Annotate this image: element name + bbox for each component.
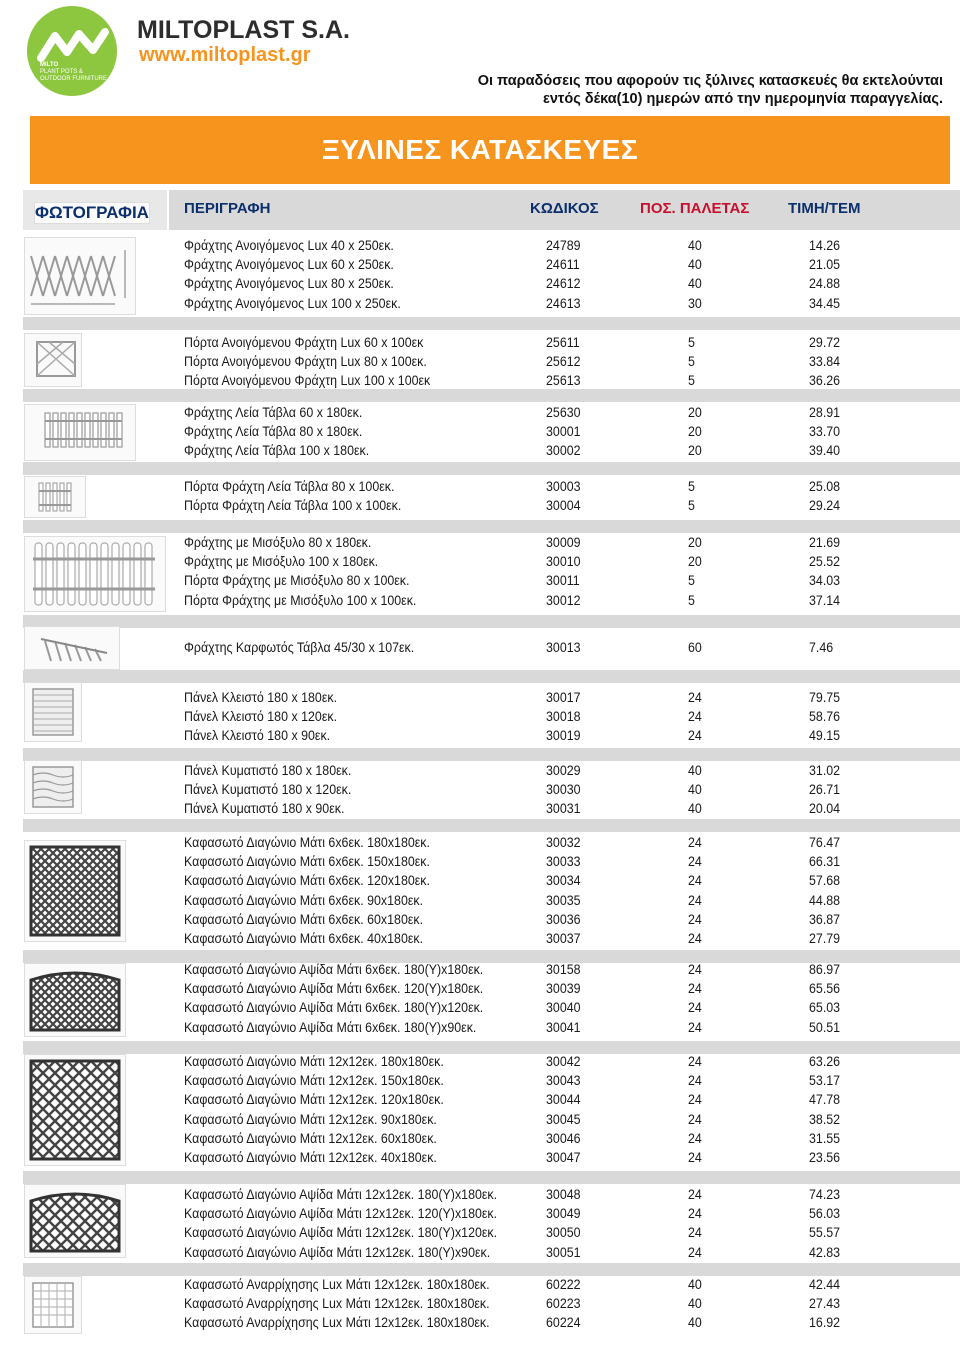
cell-qty: 24 bbox=[688, 728, 702, 744]
cell-description: Φράχτης Ανοιγόμενος Lux 40 x 250εκ. bbox=[184, 238, 394, 253]
cell-description: Πόρτα Φράχτης με Μισόξυλο 100 x 100εκ. bbox=[184, 592, 417, 608]
group-separator bbox=[23, 1171, 960, 1184]
cell-code: 30029 bbox=[546, 763, 581, 778]
cell-description: Καφασωτό Διαγώνιο Αψίδα Μάτι 12x12εκ. 180(Y)x180εκ. bbox=[184, 1187, 498, 1202]
cell-description: Καφασωτό Διαγώνιο Αψίδα Μάτι 6x6εκ. 120(Y)x180εκ. bbox=[184, 981, 484, 997]
cell-qty: 20 bbox=[688, 554, 702, 570]
cell-code: 30033 bbox=[546, 854, 581, 870]
cell-description: Καφασωτό Διαγώνιο Μάτι 12x12εκ. 90x180εκ. bbox=[184, 1111, 437, 1127]
cell-qty: 24 bbox=[688, 835, 702, 850]
cell-code: 30003 bbox=[546, 479, 581, 494]
cell-qty: 24 bbox=[688, 1092, 702, 1108]
cell-code: 30043 bbox=[546, 1073, 581, 1089]
cell-description: Φράχτης Λεία Τάβλα 60 x 180εκ. bbox=[184, 405, 363, 420]
column-header-price: ΤΙΜΗ/ΤΕΜ bbox=[788, 200, 861, 217]
cell-qty: 24 bbox=[688, 1019, 702, 1035]
cell-description: Καφασωτό Διαγώνιο Αψίδα Μάτι 6x6εκ. 180(Y)x180εκ. bbox=[184, 962, 484, 977]
cell-description: Πάνελ Κλειστό 180 x 90εκ. bbox=[184, 728, 331, 744]
cell-description: Πάνελ Κυματιστό 180 x 120εκ. bbox=[184, 782, 352, 798]
company-website[interactable]: www.miltoplast.gr bbox=[139, 44, 311, 66]
cell-description: Πάνελ Κυματιστό 180 x 90εκ. bbox=[184, 801, 345, 817]
cell-price: 65.03 bbox=[809, 1000, 841, 1016]
cell-qty: 5 bbox=[688, 373, 695, 389]
logo-text-line: OUTDOOR FURNITURE bbox=[40, 76, 107, 82]
cell-price: 58.76 bbox=[809, 709, 841, 725]
cell-price: 33.84 bbox=[809, 354, 841, 370]
column-header-photo: ΦΩΤΟΓΡΑΦΙΑ bbox=[35, 203, 149, 222]
cell-price: 27.79 bbox=[809, 931, 841, 946]
cell-qty: 24 bbox=[688, 1244, 702, 1260]
cell-description: Πάνελ Κλειστό 180 x 180εκ. bbox=[184, 690, 338, 705]
product-photo-wavy-panel bbox=[24, 760, 82, 814]
cell-price: 42.44 bbox=[809, 1277, 841, 1292]
cell-code: 25611 bbox=[546, 335, 580, 350]
cell-price: 25.08 bbox=[809, 479, 841, 494]
cell-description: Καφασωτό Διαγώνιο Αψίδα Μάτι 12x12εκ. 120(Y)x180εκ. bbox=[184, 1206, 498, 1222]
cell-description: Καφασωτό Διαγώνιο Αψίδα Μάτι 12x12εκ. 180(Y)x90εκ. bbox=[184, 1244, 491, 1260]
column-header-code: ΚΩΔΙΚΟΣ bbox=[530, 200, 599, 217]
cell-qty: 20 bbox=[688, 535, 702, 550]
cell-code: 30017 bbox=[546, 690, 581, 705]
cell-description: Πόρτα Φράχτη Λεία Τάβλα 80 x 100εκ. bbox=[184, 479, 395, 494]
cell-price: 39.40 bbox=[809, 443, 841, 459]
cell-description: Καφασωτό Διαγώνιο Μάτι 6x6εκ. 150x180εκ. bbox=[184, 854, 430, 870]
product-photo-smooth-board-fence bbox=[24, 404, 136, 461]
cell-description: Καφασωτό Διαγώνιο Μάτι 12x12εκ. 150x180εκ. bbox=[184, 1073, 444, 1089]
cell-price: 66.31 bbox=[809, 854, 841, 870]
cell-description: Καφασωτό Διαγώνιο Μάτι 6x6εκ. 180x180εκ. bbox=[184, 835, 430, 850]
cell-price: 20.04 bbox=[809, 801, 841, 817]
cell-price: 25.52 bbox=[809, 554, 841, 570]
cell-code: 30031 bbox=[546, 801, 581, 817]
product-photo-expanding-fence bbox=[24, 237, 136, 315]
cell-code: 30045 bbox=[546, 1111, 581, 1127]
cell-code: 30037 bbox=[546, 931, 581, 946]
product-photo-climbing-trellis bbox=[24, 1276, 82, 1334]
group-separator bbox=[23, 615, 960, 628]
cell-price: 53.17 bbox=[809, 1073, 841, 1089]
group-separator bbox=[23, 520, 960, 533]
cell-qty: 24 bbox=[688, 1206, 702, 1222]
cell-description: Πάνελ Κυματιστό 180 x 180εκ. bbox=[184, 763, 352, 778]
notice-line: Οι παραδόσεις που αφορούν τις ξύλινες κατασκευές θα εκτελούνται bbox=[477, 73, 943, 89]
cell-code: 60223 bbox=[546, 1296, 581, 1312]
cell-qty: 24 bbox=[688, 892, 702, 908]
cell-description: Καφασωτό Διαγώνιο Μάτι 6x6εκ. 90x180εκ. bbox=[184, 892, 424, 908]
cell-price: 16.92 bbox=[809, 1315, 841, 1331]
notice-line: εντός δέκα(10) ημερών από την ημερομηνία παραγγελίας. bbox=[542, 91, 943, 107]
cell-code: 24613 bbox=[546, 295, 581, 311]
cell-qty: 24 bbox=[688, 962, 702, 977]
cell-price: 7.46 bbox=[809, 640, 834, 655]
cell-description: Καφασωτό Διαγώνιο Μάτι 12x12εκ. 120x180εκ. bbox=[184, 1092, 444, 1108]
cell-price: 31.55 bbox=[809, 1130, 841, 1146]
cell-description: Φράχτης με Μισόξυλο 80 x 180εκ. bbox=[184, 535, 372, 550]
cell-code: 30047 bbox=[546, 1150, 581, 1165]
cell-qty: 24 bbox=[688, 1130, 702, 1146]
cell-code: 30035 bbox=[546, 892, 581, 908]
cell-description: Φράχτης Λεία Τάβλα 100 x 180εκ. bbox=[184, 443, 370, 459]
cell-description: Φράχτης Καρφωτός Τάβλα 45/30 x 107εκ. bbox=[184, 640, 415, 655]
cell-price: 79.75 bbox=[809, 690, 841, 705]
cell-qty: 5 bbox=[688, 592, 695, 608]
cell-price: 29.24 bbox=[809, 498, 841, 514]
cell-code: 30030 bbox=[546, 782, 581, 798]
logo-text-line: PLANT POTS & bbox=[40, 69, 83, 75]
cell-qty: 24 bbox=[688, 709, 702, 725]
cell-price: 36.87 bbox=[809, 911, 841, 927]
cell-qty: 40 bbox=[688, 1277, 702, 1292]
cell-price: 29.72 bbox=[809, 335, 841, 350]
cell-price: 33.70 bbox=[809, 424, 841, 440]
cell-qty: 24 bbox=[688, 690, 702, 705]
cell-code: 30049 bbox=[546, 1206, 581, 1222]
product-photo-expanding-gate bbox=[24, 333, 82, 387]
cell-qty: 40 bbox=[688, 257, 702, 273]
cell-description: Καφασωτό Διαγώνιο Μάτι 12x12εκ. 180x180εκ. bbox=[184, 1054, 444, 1069]
cell-qty: 24 bbox=[688, 1054, 702, 1069]
company-logo bbox=[27, 6, 117, 96]
page-title: ΞΥΛΙΝΕΣ ΚΑΤΑΣΚΕΥΕΣ bbox=[321, 134, 639, 165]
column-header-qty: ΠΟΣ. ΠΑΛΕΤΑΣ bbox=[640, 200, 750, 217]
cell-description: Φράχτης Ανοιγόμενος Lux 80 x 250εκ. bbox=[184, 276, 394, 292]
cell-code: 30042 bbox=[546, 1054, 581, 1069]
cell-code: 30041 bbox=[546, 1019, 581, 1035]
cell-description: Καφασωτό Διαγώνιο Μάτι 12x12εκ. 60x180εκ. bbox=[184, 1130, 437, 1146]
cell-price: 55.57 bbox=[809, 1225, 841, 1241]
cell-description: Καφασωτό Διαγώνιο Αψίδα Μάτι 6x6εκ. 180(Y)x120εκ. bbox=[184, 1000, 484, 1016]
product-photo-arched-trellis-12x12 bbox=[24, 1184, 126, 1258]
delivery-notice bbox=[478, 72, 943, 108]
cell-price: 57.68 bbox=[809, 873, 841, 889]
cell-description: Καφασωτό Διαγώνιο Μάτι 6x6εκ. 40x180εκ. bbox=[184, 931, 424, 946]
cell-code: 30013 bbox=[546, 640, 581, 655]
cell-price: 47.78 bbox=[809, 1092, 841, 1108]
cell-qty: 24 bbox=[688, 911, 702, 927]
cell-code: 30039 bbox=[546, 981, 581, 997]
cell-code: 30034 bbox=[546, 873, 581, 889]
cell-code: 30010 bbox=[546, 554, 581, 570]
group-separator bbox=[23, 389, 960, 402]
group-separator bbox=[23, 317, 960, 330]
cell-price: 76.47 bbox=[809, 835, 841, 850]
cell-description: Πόρτα Ανοιγόμενου Φράχτη Lux 80 x 100εκ. bbox=[184, 354, 427, 370]
product-photo-closed-panel bbox=[24, 682, 82, 742]
cell-code: 30040 bbox=[546, 1000, 581, 1016]
cell-qty: 5 bbox=[688, 335, 695, 350]
cell-qty: 24 bbox=[688, 1187, 702, 1202]
cell-qty: 40 bbox=[688, 801, 702, 817]
cell-code: 30012 bbox=[546, 592, 581, 608]
cell-price: 49.15 bbox=[809, 728, 841, 744]
cell-description: Καφασωτό Διαγώνιο Αψίδα Μάτι 6x6εκ. 180(Y)x90εκ. bbox=[184, 1019, 477, 1035]
cell-description: Καφασωτό Διαγώνιο Μάτι 6x6εκ. 120x180εκ. bbox=[184, 873, 430, 889]
cell-qty: 24 bbox=[688, 1111, 702, 1127]
cell-code: 25613 bbox=[546, 373, 581, 389]
cell-qty: 40 bbox=[688, 763, 702, 778]
cell-price: 26.71 bbox=[809, 782, 841, 798]
cell-price: 21.05 bbox=[809, 257, 841, 273]
cell-qty: 24 bbox=[688, 931, 702, 946]
product-photo-diagonal-trellis-6x6 bbox=[24, 840, 126, 942]
cell-code: 30032 bbox=[546, 835, 581, 850]
cell-description: Πόρτα Φράχτη Λεία Τάβλα 100 x 100εκ. bbox=[184, 498, 402, 514]
cell-code: 30158 bbox=[546, 962, 581, 977]
group-separator bbox=[23, 748, 960, 761]
cell-code: 25612 bbox=[546, 354, 581, 370]
cell-price: 34.03 bbox=[809, 573, 841, 589]
group-separator bbox=[23, 670, 960, 683]
cell-code: 30019 bbox=[546, 728, 581, 744]
cell-qty: 24 bbox=[688, 981, 702, 997]
company-name: MILTOPLAST S.A. bbox=[137, 16, 350, 44]
cell-code: 24611 bbox=[546, 257, 580, 273]
cell-description: Καφασωτό Αναρρίχησης Lux Μάτι 12x12εκ. 180x180εκ. bbox=[184, 1296, 490, 1312]
cell-code: 30011 bbox=[546, 573, 580, 589]
cell-description: Πόρτα Ανοιγόμενου Φράχτη Lux 60 x 100εκ bbox=[184, 335, 424, 350]
cell-code: 30044 bbox=[546, 1092, 581, 1108]
cell-price: 38.52 bbox=[809, 1111, 841, 1127]
cell-qty: 20 bbox=[688, 424, 702, 440]
product-photo-nailed-board-fence bbox=[24, 626, 120, 670]
cell-qty: 60 bbox=[688, 640, 702, 655]
cell-qty: 30 bbox=[688, 295, 702, 311]
cell-price: 27.43 bbox=[809, 1296, 841, 1312]
cell-description: Φράχτης με Μισόξυλο 100 x 180εκ. bbox=[184, 554, 379, 570]
cell-code: 30004 bbox=[546, 498, 581, 514]
cell-description: Φράχτης Λεία Τάβλα 80 x 180εκ. bbox=[184, 424, 363, 440]
cell-code: 30050 bbox=[546, 1225, 581, 1241]
column-header-description: ΠΕΡΙΓΡΑΦΗ bbox=[184, 200, 271, 217]
cell-code: 24789 bbox=[546, 238, 581, 253]
cell-code: 30001 bbox=[546, 424, 581, 440]
cell-price: 28.91 bbox=[809, 405, 841, 420]
cell-qty: 24 bbox=[688, 1000, 702, 1016]
cell-code: 30009 bbox=[546, 535, 581, 550]
cell-code: 30002 bbox=[546, 443, 581, 459]
cell-code: 30018 bbox=[546, 709, 581, 725]
cell-price: 23.56 bbox=[809, 1150, 841, 1165]
product-photo-diagonal-trellis-12x12 bbox=[24, 1054, 126, 1166]
cell-price: 63.26 bbox=[809, 1054, 841, 1069]
logo-text-line: MILTO bbox=[40, 62, 59, 68]
cell-price: 36.26 bbox=[809, 373, 841, 389]
cell-description: Καφασωτό Διαγώνιο Αψίδα Μάτι 12x12εκ. 180(Y)x120εκ. bbox=[184, 1225, 498, 1241]
cell-price: 44.88 bbox=[809, 892, 841, 908]
group-separator bbox=[23, 819, 960, 832]
cell-qty: 24 bbox=[688, 873, 702, 889]
cell-price: 34.45 bbox=[809, 295, 841, 311]
cell-price: 24.88 bbox=[809, 276, 841, 292]
cell-price: 42.83 bbox=[809, 1244, 841, 1260]
cell-code: 24612 bbox=[546, 276, 581, 292]
cell-description: Φράχτης Ανοιγόμενος Lux 60 x 250εκ. bbox=[184, 257, 394, 273]
cell-description: Πόρτα Φράχτης με Μισόξυλο 80 x 100εκ. bbox=[184, 573, 410, 589]
cell-qty: 24 bbox=[688, 1150, 702, 1165]
cell-qty: 20 bbox=[688, 405, 702, 420]
cell-price: 86.97 bbox=[809, 962, 841, 977]
product-photo-smooth-board-gate bbox=[24, 476, 86, 518]
cell-description: Καφασωτό Αναρρίχησης Lux Μάτι 12x12εκ. 180x180εκ. bbox=[184, 1277, 490, 1292]
cell-qty: 40 bbox=[688, 1296, 702, 1312]
cell-qty: 40 bbox=[688, 276, 702, 292]
cell-qty: 5 bbox=[688, 573, 695, 589]
cell-qty: 40 bbox=[688, 1315, 702, 1331]
cell-price: 37.14 bbox=[809, 592, 841, 608]
cell-code: 60224 bbox=[546, 1315, 581, 1331]
cell-qty: 24 bbox=[688, 854, 702, 870]
product-photo-half-log-fence bbox=[24, 536, 166, 612]
cell-code: 30048 bbox=[546, 1187, 581, 1202]
cell-code: 25630 bbox=[546, 405, 581, 420]
cell-qty: 40 bbox=[688, 782, 702, 798]
cell-description: Καφασωτό Αναρρίχησης Lux Μάτι 12x12εκ. 180x180εκ. bbox=[184, 1315, 490, 1331]
cell-qty: 5 bbox=[688, 354, 695, 370]
cell-code: 30046 bbox=[546, 1130, 581, 1146]
cell-qty: 40 bbox=[688, 238, 702, 253]
cell-price: 56.03 bbox=[809, 1206, 841, 1222]
cell-qty: 24 bbox=[688, 1225, 702, 1241]
cell-price: 14.26 bbox=[809, 238, 841, 253]
product-photo-arched-trellis-6x6 bbox=[24, 963, 126, 1037]
cell-description: Καφασωτό Διαγώνιο Μάτι 6x6εκ. 60x180εκ. bbox=[184, 911, 424, 927]
group-separator bbox=[23, 462, 960, 475]
cell-price: 21.69 bbox=[809, 535, 841, 550]
cell-qty: 24 bbox=[688, 1073, 702, 1089]
cell-qty: 5 bbox=[688, 498, 695, 514]
cell-price: 31.02 bbox=[809, 763, 841, 778]
cell-price: 74.23 bbox=[809, 1187, 841, 1202]
cell-price: 65.56 bbox=[809, 981, 841, 997]
cell-qty: 5 bbox=[688, 479, 695, 494]
cell-code: 30051 bbox=[546, 1244, 581, 1260]
cell-description: Καφασωτό Διαγώνιο Μάτι 12x12εκ. 40x180εκ. bbox=[184, 1150, 437, 1165]
cell-price: 50.51 bbox=[809, 1019, 841, 1035]
cell-code: 30036 bbox=[546, 911, 581, 927]
cell-description: Πόρτα Ανοιγόμενου Φράχτη Lux 100 x 100εκ bbox=[184, 373, 431, 389]
cell-code: 60222 bbox=[546, 1277, 581, 1292]
cell-description: Πάνελ Κλειστό 180 x 120εκ. bbox=[184, 709, 338, 725]
cell-description: Φράχτης Ανοιγόμενος Lux 100 x 250εκ. bbox=[184, 295, 401, 311]
logo-text bbox=[40, 62, 107, 83]
cell-qty: 20 bbox=[688, 443, 702, 459]
